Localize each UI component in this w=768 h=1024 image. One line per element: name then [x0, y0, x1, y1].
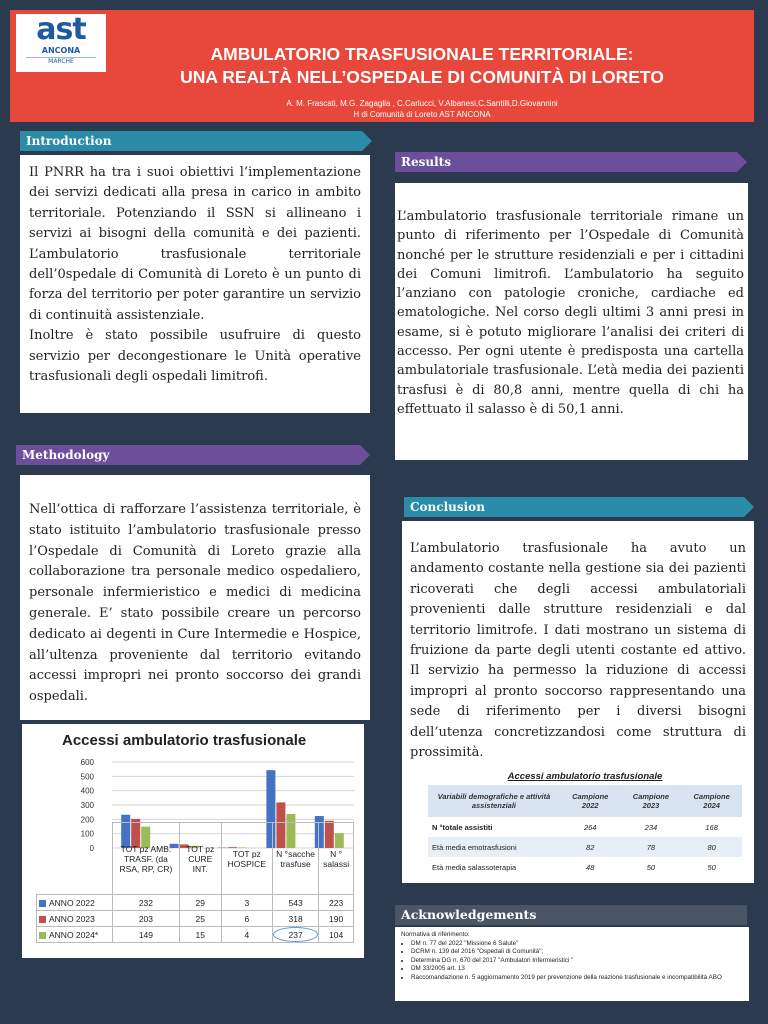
table-row	[428, 837, 742, 857]
ast-logo	[16, 14, 106, 72]
authors-block	[110, 98, 734, 120]
table-cell: Età media salassoterapia	[432, 862, 517, 872]
methodology-box	[20, 475, 370, 720]
data-label: 232	[113, 895, 180, 911]
y-tick-label: 300	[80, 801, 94, 810]
category-label: TOT pz HOSPICE	[221, 823, 272, 895]
y-tick-label: 200	[80, 815, 94, 825]
legend-swatch	[39, 900, 46, 907]
chart-series-row	[37, 911, 354, 927]
results-heading: Results	[395, 152, 737, 172]
data-label: 543	[272, 895, 318, 911]
conclusion-box	[402, 521, 754, 883]
list-item: • DM n. 77 del 2022 "Missione 6 Salute"	[411, 940, 743, 949]
category-label: TOT pz AMB. TRASF. (da RSA, RP, CR)	[113, 823, 180, 895]
legend-swatch	[39, 916, 46, 923]
legend-entry	[37, 911, 113, 927]
data-label: 318	[272, 911, 318, 927]
chart-title: Accessi ambulatorio trasfusionale	[62, 732, 307, 749]
category-label: TOT pz CURE INT.	[179, 823, 221, 895]
data-label: 25	[179, 911, 221, 927]
table-cell: Età media emotrasfusioni	[428, 837, 560, 857]
acknowledgements-box	[395, 927, 749, 1001]
legend-entry	[37, 927, 113, 943]
introduction-box	[20, 155, 370, 413]
conclusion-table-title: Accessi ambulatorio trasfusionale	[507, 771, 663, 782]
legend-label: ANNO 2023	[49, 913, 95, 924]
chart-data-table	[36, 822, 354, 943]
table-header-cell: Campione 2024	[681, 785, 742, 817]
acknowledgements-heading: Acknowledgements	[395, 905, 747, 925]
table-cell: 234	[644, 822, 658, 832]
logo-main-text: ast	[36, 12, 86, 47]
data-label: 203	[113, 911, 180, 927]
y-tick-label: 0	[89, 844, 94, 853]
data-label: 3	[221, 895, 272, 911]
y-tick-label: 500	[80, 772, 94, 782]
acknowledgements-intro: Normativa di riferimento:	[401, 931, 470, 938]
methodology-paragraph: Nell’ottica di rafforzare l’assistenza territoriale, è stato istituito l’ambulatorio trasfusionale presso l’Ospedale di Comunità di Loreto grazie alla collaborazione tra personale medico ospedaliero, personale infermieristico e medici di medicina generale. E’ stato possibile creare un percorso dedicato ai degenti in Cure Intermedie e Hospice, all’ultenza proveniente dal territorio evitando accessi impropri nei pronto soccorso dei grandi ospedali.	[29, 502, 361, 705]
list-item: • Raccomandazione n. 5 aggiornamento 2019 per prevenzione della reazione trasfusionale e incompatibilità ABO	[411, 974, 743, 983]
results-paragraph: L’ambulatorio trasfusionale territoriale rimane un punto di riferimento per l’Ospedale di Comunità nonché per le strutture residenziali e per i cittadini dei Comuni limitrofi. L’ambulatorio ha seguito l’anziano con patologie croniche, cardiache ed ematologiche. Nel corso degli ultimi 3 anni presi in esame, si è potuto migliorare l’analisi dei criteri di accesso. Per ogni utente è predisposta una cartella ambulatoriale trasfusionale. L’età media dei pazienti trasfusi è di 80,8 anni, mentre quella di chi ha effettuato il salasso è di 50,1 anni.	[397, 209, 744, 417]
legend-label: ANNO 2024*	[49, 929, 99, 940]
table-cell: 82	[560, 837, 621, 857]
data-label: 149	[113, 927, 180, 943]
data-label: 15	[179, 927, 221, 943]
list-item: • Determina DG n. 670 del 2017 "Ambulatori Infermieristici "	[411, 957, 743, 966]
chart-category-row	[37, 823, 354, 895]
table-row	[428, 857, 742, 877]
affiliation: H di Comunità di Loreto AST ANCONA	[353, 110, 491, 119]
table-cell: N °totale assistiti	[432, 822, 493, 832]
legend-swatch	[39, 932, 46, 939]
introduction-paragraph-1: Il PNRR ha tra i suoi obiettivi l’implementazione dei servizi dedicati alla presa in carico in ambito territoriale. Potenziando il SSN si allineano i servizi ai bisogni della comunità e dei pazienti. L’ambulatorio trasfusionale territoriale dell’0spedale di Comunità di Loreto è un punto di forza del territorio per poter garantire un servizio di continuità assistenziale.	[29, 165, 361, 323]
category-label: N °sacche trasfuse	[272, 823, 318, 895]
conclusion-table	[428, 785, 742, 877]
table-cell: 168	[705, 822, 718, 832]
data-label: 223	[319, 895, 354, 911]
title-line-2: UNA REALTÀ NELL’OSPEDALE DI COMUNITÀ DI LORETO	[180, 67, 664, 87]
data-label: 4	[221, 927, 272, 943]
logo-sub-text: ANCONA	[41, 46, 81, 55]
data-label: 29	[179, 895, 221, 911]
table-header-cell: Variabili demografiche e attività assistenziali	[428, 785, 560, 817]
y-tick-label: 600	[80, 758, 94, 767]
title-line-1: AMBULATORIO TRASFUSIONALE TERRITORIALE:	[210, 44, 634, 64]
methodology-heading: Methodology	[16, 445, 360, 465]
table-cell: 50	[707, 862, 716, 872]
y-tick-label: 400	[80, 786, 94, 796]
introduction-heading: Introduction	[20, 131, 362, 151]
acknowledgements-list	[401, 940, 743, 983]
table-cell: 50	[646, 862, 656, 872]
authors: A. M. Frascati, M.G. Zagaglia , C.Carlucci, V.Albanesi,C.Santilli,D.Giovannini	[286, 99, 558, 108]
table-row	[428, 817, 742, 837]
table-cell: 48	[586, 862, 595, 872]
table-cell: 78	[621, 837, 682, 857]
conclusion-paragraph: L’ambulatorio trasfusionale ha avuto un andamento costante nella gestione sia dei pazienti ricoverati che degli accessi ambulatoriali provenienti dalle strutture residenziali e dal territorio limitrofe. I dati mostrano un sistema di fruizione da parte degli utenti costante ed attivo. Il servizio ha permesso la riduzione di accessi impropri al pronto soccorso rappresentando una sede di riferimento per i diversi bisogni dell’utenza concretizzandosi come struttura di prossimità.	[410, 541, 746, 761]
conclusion-table-block	[428, 771, 742, 879]
poster-title	[110, 43, 734, 89]
chart-series-row	[37, 927, 354, 943]
conclusion-table-header	[428, 785, 742, 817]
y-tick-label: 100	[80, 829, 94, 839]
legend-label: ANNO 2022	[49, 897, 95, 908]
table-header-cell: Campione 2022	[560, 785, 621, 817]
chart-series-row	[37, 895, 354, 911]
results-box	[395, 183, 748, 460]
logo-region-text: MARCHE	[26, 57, 96, 66]
data-label: 104	[319, 927, 354, 943]
chart-panel	[22, 724, 364, 958]
legend-entry	[37, 895, 113, 911]
table-cell: 264	[583, 822, 597, 832]
data-label: 6	[221, 911, 272, 927]
list-item: • DM 33/2005 art. 13	[411, 965, 743, 974]
poster-header	[10, 10, 754, 122]
data-label: 190	[319, 911, 354, 927]
introduction-paragraph-2: Inoltre è stato possibile usufruire di questo servizio per decongestionare le Unità operative trasfusionali degli ospedali limitrofi.	[29, 328, 361, 385]
table-header-cell: Campione 2023	[621, 785, 682, 817]
conclusion-heading: Conclusion	[404, 497, 744, 517]
list-item: • DCRM n. 139 del 2016 "Ospedali di Comunità";	[411, 948, 743, 957]
data-label: 237	[272, 927, 318, 943]
table-cell: 80	[681, 837, 742, 857]
category-label: N ° salassi	[319, 823, 354, 895]
